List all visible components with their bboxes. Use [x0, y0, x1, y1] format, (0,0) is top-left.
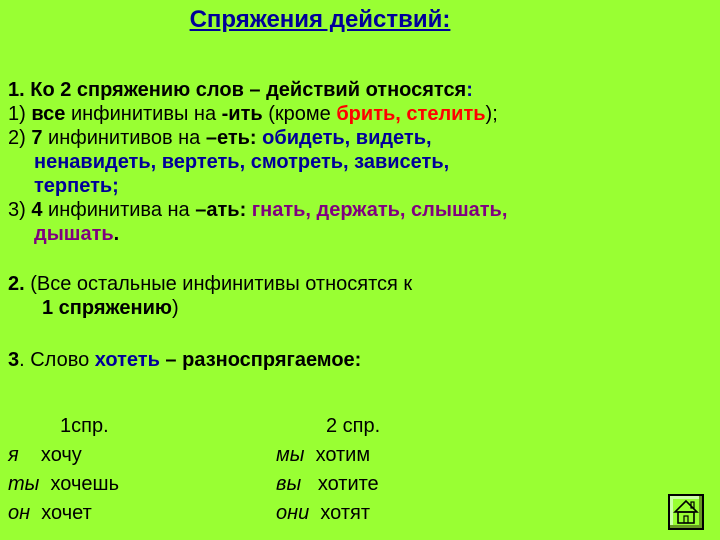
- conjugation-row: [8, 441, 708, 470]
- item-text: инфинитивов на: [42, 127, 206, 149]
- conjugation-table: [8, 412, 708, 528]
- verb-list: гнать, держать, слышать,: [246, 199, 508, 221]
- rule-2-text: (Все остальные инфинитивы относятся к: [24, 273, 413, 295]
- rule-1-heading-text: Ко 2 спряжению слов – действий относятся: [24, 79, 467, 101]
- item-bold: 7: [31, 127, 43, 149]
- verb-list: ненавидеть, вертеть, смотреть, зависеть,: [34, 151, 450, 173]
- rule-2-text: ): [172, 297, 179, 319]
- rule-2-line-2: [8, 296, 708, 320]
- pronoun: вы: [276, 473, 302, 495]
- pronoun: я: [8, 444, 19, 466]
- item-text: (кроме: [262, 103, 337, 125]
- rule-1-item-2: [8, 126, 708, 150]
- rule-1-heading: [8, 78, 708, 102]
- page-title: Спряжения действий:: [189, 6, 451, 33]
- verb-list: дышать: [34, 223, 114, 245]
- item-text: инфинитивы на: [65, 103, 222, 125]
- rule-1-item-1: [8, 102, 708, 126]
- verb-form: хотят: [320, 502, 370, 524]
- item-text: );: [485, 103, 498, 125]
- exception-words: брить, стелить: [336, 103, 486, 125]
- rule-2: [8, 272, 708, 296]
- pronoun: ты: [8, 473, 40, 495]
- item-bold: все: [31, 103, 66, 125]
- verb-list-line: [8, 222, 708, 246]
- pronoun: мы: [276, 444, 305, 466]
- verb-list: терпеть;: [34, 175, 119, 197]
- rule-1-number: 1.: [8, 79, 25, 101]
- verb-form: хотим: [315, 444, 371, 466]
- rule-1-item-3: [8, 198, 708, 222]
- verb-form: хочет: [41, 502, 92, 524]
- conjugation-row: [8, 499, 708, 528]
- item-text: инфинитива на: [42, 199, 196, 221]
- verb-form: хотите: [317, 473, 379, 495]
- rule-2-number: 2.: [8, 273, 25, 295]
- col1-header: 1спр.: [60, 415, 109, 437]
- item-suffix: –ать:: [195, 199, 247, 221]
- item-bold: 4: [31, 199, 43, 221]
- item-number: 2): [8, 127, 32, 149]
- rule-1-colon: :: [466, 79, 473, 101]
- conjugation-header: [8, 412, 708, 441]
- rule-3-word: хотеть: [94, 349, 160, 371]
- rule-3-heading: [8, 348, 708, 372]
- rule-3-text: – разноспрягаемое:: [159, 349, 362, 371]
- pronoun: они: [276, 502, 310, 524]
- item-text: .: [113, 223, 120, 245]
- conjugation-row: [8, 470, 708, 499]
- home-icon: [670, 496, 702, 528]
- rule-2-bold: 1 спряжению: [42, 297, 172, 319]
- verb-form: хочешь: [50, 473, 119, 495]
- rule-3-number: 3: [8, 349, 20, 371]
- pronoun: он: [8, 502, 31, 524]
- verb-form: хочу: [40, 444, 82, 466]
- item-number: 1): [8, 103, 32, 125]
- rules-text: [8, 78, 708, 372]
- item-suffix: -ить: [221, 103, 263, 125]
- col2-header: 2 спр.: [326, 415, 381, 437]
- home-button[interactable]: [668, 494, 704, 530]
- verb-list: обидеть, видеть,: [256, 127, 432, 149]
- item-number: 3): [8, 199, 32, 221]
- item-suffix: –еть:: [205, 127, 257, 149]
- rule-3-text: . Слово: [19, 349, 95, 371]
